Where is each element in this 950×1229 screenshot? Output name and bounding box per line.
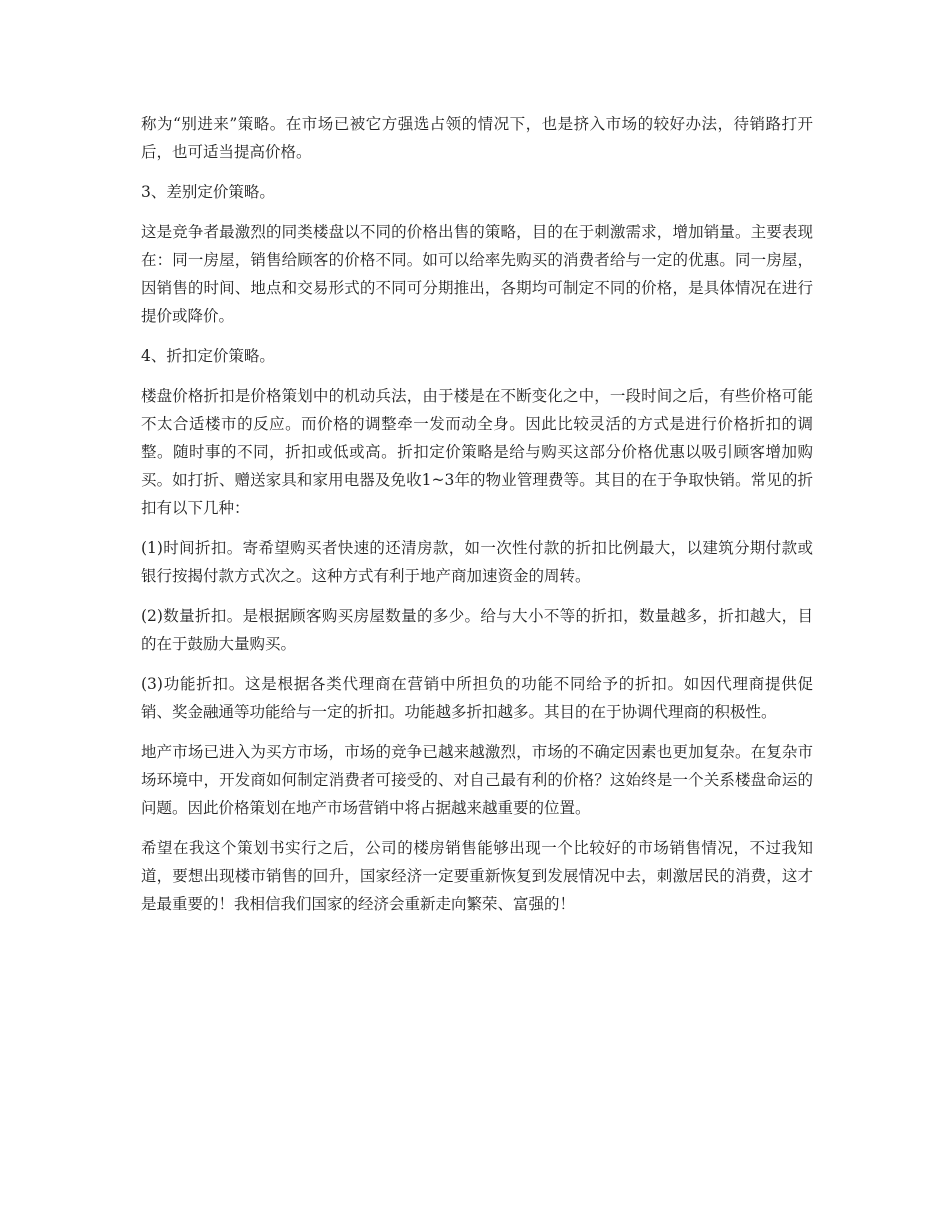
heading-discount-pricing: 4、折扣定价策略。 [141, 347, 275, 365]
paragraph-market-outlook: 地产市场已进入为买方市场，市场的竞争已越来越激烈，市场的不确定因素也更加复杂。在复杂市场环境中，开发商如何制定消费者可接受的、对自己最有利的价格？这始终是一个关系楼盘命运的问题。因此价格策划在地产市场营销中将占据越来越重要的位置。 [141, 743, 813, 817]
paragraph-time-discount: (1)时间折扣。寄希望购买者快速的还清房款，如一次性付款的折扣比例最大，以建筑分期付款或银行按揭付款方式次之。这种方式有利于地产商加速资金的周转。 [141, 539, 813, 585]
document-page [141, 110, 813, 930]
paragraph-continuation: 称为“别进来”策略。在市场已被它方强选占领的情况下，也是挤入市场的较好办法，待销路打开后，也可适当提高价格。 [141, 115, 813, 161]
paragraph-differential-pricing: 这是竞争者最激烈的同类楼盘以不同的价格出售的策略，目的在于刺激需求，增加销量。主要表现在：同一房屋，销售给顾客的价格不同。如可以给率先购买的消费者给与一定的优惠。同一房屋，因销售的时间、地点和交易形式的不同可分期推出，各期均可制定不同的价格，是具体情况在进行提价或降价。 [141, 223, 813, 325]
heading-differential-pricing: 3、差别定价策略。 [141, 183, 275, 201]
paragraph-conclusion: 希望在我这个策划书实行之后，公司的楼房销售能够出现一个比较好的市场销售情况，不过我知道，要想出现楼市销售的回升，国家经济一定要重新恢复到发展情况中去，刺激居民的消费，这才是最重要的！我相信我们国家的经济会重新走向繁荣、富强的！ [141, 839, 813, 913]
paragraph-quantity-discount: (2)数量折扣。是根据顾客购买房屋数量的多少。给与大小不等的折扣，数量越多，折扣越大，目的在于鼓励大量购买。 [141, 607, 813, 653]
paragraph-function-discount: (3)功能折扣。这是根据各类代理商在营销中所担负的功能不同给予的折扣。如因代理商提供促销、奖金融通等功能给与一定的折扣。功能越多折扣越多。其目的在于协调代理商的积极性。 [141, 675, 813, 721]
paragraph-discount-pricing: 楼盘价格折扣是价格策划中的机动兵法，由于楼是在不断变化之中，一段时间之后，有些价格可能不太合适楼市的反应。而价格的调整牵一发而动全身。因此比较灵活的方式是进行价格折扣的调整。随时事的不同，折扣或低或高。折扣定价策略是给与购买这部分价格优惠以吸引顾客增加购买。如打折、赠送家具和家用电器及免收1~3年的物业管理费等。其目的在于争取快销。常见的折扣有以下几种： [141, 387, 813, 517]
